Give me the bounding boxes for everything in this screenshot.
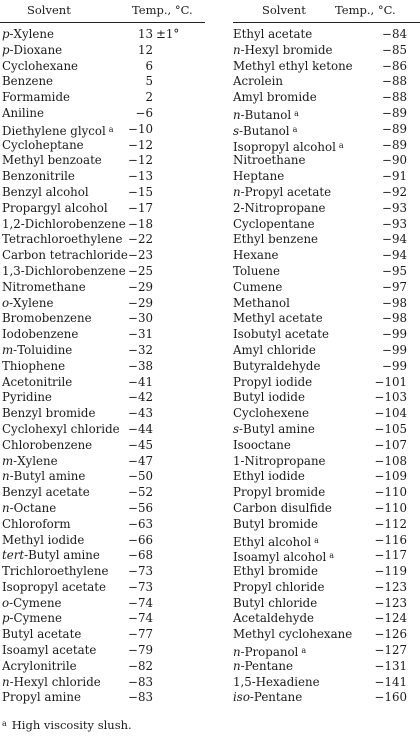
temperature-value: 5	[145, 74, 153, 89]
temperature-value: −47	[128, 453, 153, 468]
solvent-base-name: Ethyl iodide	[233, 469, 305, 484]
temperature-value: −42	[128, 390, 153, 405]
temperature-value: −94	[382, 232, 407, 247]
solvent-base-name: Cymene	[13, 595, 62, 610]
temperature-value: −110	[374, 500, 407, 515]
solvent-prefix: m-	[2, 453, 18, 468]
solvent-base-name: Methyl iodide	[2, 532, 85, 547]
temperature-value: −104	[374, 406, 407, 421]
temperature-value: −6	[135, 105, 153, 120]
solvent-base-name: Chloroform	[2, 516, 71, 531]
solvent-base-name: Propyl acetate	[244, 184, 332, 199]
temperature-value: 6	[145, 58, 153, 73]
temperature-value: −23	[128, 248, 153, 263]
solvent-prefix: n-	[233, 658, 245, 673]
table-row	[233, 232, 420, 248]
solvent-base-name: Trichloroethylene	[2, 564, 109, 579]
temperature-value: −84	[382, 27, 407, 41]
solvent-base-name: 1,5-Hexadiene	[233, 674, 320, 689]
temperature-value: −127	[374, 643, 407, 658]
solvent-base-name: Nitroethane	[233, 153, 306, 168]
footnote-marker: a	[292, 124, 298, 134]
temperature-value: −79	[128, 643, 153, 658]
table-row	[2, 596, 207, 612]
table-row	[233, 611, 420, 627]
table-row	[233, 690, 420, 706]
solvent-prefix: n-	[2, 469, 14, 484]
table-row	[233, 138, 420, 154]
temperature-value: −88	[382, 90, 407, 105]
temperature-value: −89	[382, 137, 407, 152]
table-row	[2, 311, 207, 327]
temperature-value: −97	[382, 279, 407, 294]
solvent-base-name: Butyl amine	[243, 421, 315, 436]
temperature-value: −103	[374, 390, 407, 405]
solvent-base-name: Xylene	[13, 295, 54, 310]
table-row	[233, 169, 420, 185]
table-row	[233, 90, 420, 106]
temperature-value: −18	[128, 216, 153, 231]
temperature-value: −52	[128, 485, 153, 500]
header-temp-right: Temp., °C.	[335, 3, 396, 17]
table-row	[233, 627, 420, 643]
table-row	[233, 469, 420, 485]
table-row	[2, 296, 207, 312]
table-row	[2, 122, 207, 138]
solvent-base-name: Propanol	[244, 645, 299, 660]
table-row	[233, 264, 420, 280]
table-row	[2, 643, 207, 659]
solvent-base-name: Chlorobenzene	[2, 437, 93, 452]
temperature-value: −43	[128, 406, 153, 421]
table-row	[233, 406, 420, 422]
temperature-value: −141	[374, 674, 407, 689]
temperature-value: −29	[128, 279, 153, 294]
table-row	[2, 217, 207, 233]
temperature-value: −50	[128, 469, 153, 484]
solvent-base-name: Propyl chloride	[233, 579, 325, 594]
solvent-base-name: Hexyl chloride	[13, 674, 101, 689]
table-row	[233, 106, 420, 122]
solvent-base-name: Propyl iodide	[233, 374, 313, 389]
solvent-base-name: Butyl amine	[28, 548, 100, 563]
solvent-base-name: Isopropyl acetate	[2, 579, 106, 594]
temperature-value: −124	[374, 611, 407, 626]
temperature-value: −99	[382, 342, 407, 357]
table-row	[2, 201, 207, 217]
temperature-value: −85	[382, 42, 407, 57]
table-row	[233, 359, 420, 375]
table-row	[233, 454, 420, 470]
solvent-base-name: Cycloheptane	[2, 137, 84, 152]
temperature-value: −110	[374, 485, 407, 500]
solvent-base-name: Cyclopentane	[233, 216, 315, 231]
solvent-base-name: Butyl amine	[13, 469, 86, 484]
solvent-base-name: 1,2-Dichlorobenzene	[2, 216, 126, 231]
table-row	[233, 59, 420, 75]
table-row	[2, 185, 207, 201]
table-row	[2, 280, 207, 296]
temperature-value: −74	[128, 611, 153, 626]
header-rule-left	[0, 22, 205, 23]
temperature-value: −92	[382, 184, 407, 199]
solvent-base-name: Thiophene	[2, 358, 66, 373]
solvent-prefix: p-	[2, 27, 14, 41]
table-row	[2, 27, 207, 43]
solvent-base-name: Benzyl alcohol	[2, 184, 89, 199]
temperature-value: −31	[128, 327, 153, 342]
solvent-base-name: Xylene	[13, 27, 54, 41]
solvent-base-name: Butanol	[244, 107, 292, 122]
temperature-value: −29	[128, 295, 153, 310]
temperature-value: −38	[128, 358, 153, 373]
temperature-value: −123	[374, 595, 407, 610]
temperature-value: −101	[374, 374, 407, 389]
temperature-value: −30	[128, 311, 153, 326]
table-row	[233, 217, 420, 233]
temperature-value: −73	[128, 564, 153, 579]
table-row	[2, 659, 207, 675]
table-row	[2, 438, 207, 454]
temperature-value: −94	[382, 248, 407, 263]
solvent-base-name: Nitromethane	[2, 279, 86, 294]
table-row	[233, 422, 420, 438]
footnote-marker: a	[301, 646, 307, 656]
solvent-base-name: Xylene	[17, 453, 58, 468]
solvent-base-name: Cymene	[13, 611, 62, 626]
temperature-value: −73	[128, 579, 153, 594]
solvent-base-name: Formamide	[2, 90, 70, 105]
table-row	[2, 580, 207, 596]
table-row	[233, 280, 420, 296]
table-row	[2, 264, 207, 280]
left-column	[2, 27, 207, 706]
solvent-base-name: 1-Nitropropane	[233, 453, 326, 468]
table-row	[233, 643, 420, 659]
temperature-value: −83	[128, 690, 153, 705]
solvent-base-name: Ethyl bromide	[233, 564, 318, 579]
solvent-base-name: Ethyl benzene	[233, 232, 319, 247]
solvent-base-name: Benzene	[2, 74, 54, 89]
table-row	[233, 375, 420, 391]
solvent-base-name: Amyl bromide	[233, 90, 317, 105]
solvent-base-name: 2-Nitropropane	[233, 200, 326, 215]
solvent-base-name: Carbon tetrachloride	[2, 248, 128, 263]
footnote-mark: a	[2, 719, 7, 728]
temperature-value: −41	[128, 374, 153, 389]
temperature-value: −99	[382, 358, 407, 373]
temperature-value: −119	[374, 564, 407, 579]
temperature-value: −74	[128, 595, 153, 610]
solvent-base-name: 1,3-Dichlorobenzene	[2, 263, 126, 278]
table-row	[233, 580, 420, 596]
table-row	[2, 59, 207, 75]
table-row	[233, 548, 420, 564]
table-row	[2, 106, 207, 122]
table-row	[2, 359, 207, 375]
table-row	[233, 675, 420, 691]
solvent-base-name: Butyl iodide	[233, 390, 305, 405]
table-row	[233, 248, 420, 264]
temperature-value: −116	[374, 532, 407, 547]
table-row	[233, 659, 420, 675]
temperature-value: −105	[374, 421, 407, 436]
temperature-value: −83	[128, 674, 153, 689]
temperature-value: −95	[382, 263, 407, 278]
solvent-base-name: Iodobenzene	[2, 327, 79, 342]
solvent-base-name: Carbon disulfide	[233, 500, 332, 515]
solvent-base-name: Octane	[13, 500, 57, 515]
solvent-base-name: Butanol	[243, 123, 290, 138]
solvent-base-name: Pentane	[253, 690, 303, 705]
table-row	[2, 375, 207, 391]
temperature-value: −98	[382, 295, 407, 310]
solvent-base-name: Methanol	[233, 295, 290, 310]
solvent-prefix: tert-	[2, 548, 29, 563]
solvent-prefix: p-	[2, 42, 14, 57]
temperature-value: −99	[382, 327, 407, 342]
temperature-value: −131	[374, 658, 407, 673]
table-row	[233, 327, 420, 343]
table-row	[2, 564, 207, 580]
table-row	[233, 153, 420, 169]
temperature-value: −68	[128, 548, 153, 563]
solvent-base-name: Cyclohexyl chloride	[2, 421, 120, 436]
solvent-base-name: Pyridine	[2, 390, 52, 405]
solvent-prefix: n-	[233, 184, 245, 199]
temperature-value: −25	[128, 263, 153, 278]
temperature-value: 2	[145, 90, 153, 105]
temperature-value: −82	[128, 658, 153, 673]
solvent-prefix: iso-	[233, 690, 254, 705]
temperature-value: −56	[128, 500, 153, 515]
table-row	[233, 201, 420, 217]
solvent-base-name: Ethyl acetate	[233, 27, 313, 41]
solvent-prefix: o-	[2, 295, 14, 310]
table-row	[2, 690, 207, 706]
solvent-base-name: Isopropyl alcohol	[233, 139, 336, 154]
solvent-base-name: Ethyl alcohol	[233, 534, 312, 549]
table-row	[233, 296, 420, 312]
solvent-prefix: s-	[233, 421, 244, 436]
table-row	[233, 74, 420, 90]
temperature-value: −112	[374, 516, 407, 531]
solvent-prefix: n-	[233, 42, 245, 57]
table-row	[233, 501, 420, 517]
temperature-value: −45	[128, 437, 153, 452]
solvent-base-name: Benzyl acetate	[2, 485, 90, 500]
footnote-text: High viscosity slush.	[11, 718, 132, 732]
solvent-base-name: Hexane	[233, 248, 279, 263]
table-row	[2, 153, 207, 169]
temperature-value: −12	[128, 153, 153, 168]
solvent-prefix: n-	[2, 674, 14, 689]
temperature-value: −77	[128, 627, 153, 642]
solvent-base-name: Butyraldehyde	[233, 358, 321, 373]
temperature-value: −90	[382, 153, 407, 168]
table-row	[2, 232, 207, 248]
solvent-base-name: Benzonitrile	[2, 169, 75, 184]
solvent-base-name: Butyl bromide	[233, 516, 318, 531]
table-row	[233, 311, 420, 327]
table-row	[233, 596, 420, 612]
solvent-base-name: Acrolein	[233, 74, 283, 89]
table-row	[2, 90, 207, 106]
table-row	[233, 564, 420, 580]
solvent-base-name: Cyclohexane	[2, 58, 79, 73]
solvent-base-name: Methyl benzoate	[2, 153, 102, 168]
temperature-value: −109	[374, 469, 407, 484]
table-row	[233, 343, 420, 359]
table-row	[2, 533, 207, 549]
solvent-base-name: Propyl bromide	[233, 485, 326, 500]
solvent-base-name: Toluidine	[17, 342, 73, 357]
table-row	[2, 548, 207, 564]
table-row	[2, 390, 207, 406]
solvent-base-name: Heptane	[233, 169, 285, 184]
solvent-base-name: Butyl acetate	[2, 627, 82, 642]
solvent-base-name: Aniline	[2, 105, 45, 120]
table-row	[2, 627, 207, 643]
temperature-value: −66	[128, 532, 153, 547]
solvent-base-name: Acrylonitrile	[2, 658, 77, 673]
table-row	[2, 327, 207, 343]
solvent-base-name: Acetonitrile	[2, 374, 73, 389]
table-row	[233, 390, 420, 406]
table-row	[2, 454, 207, 470]
solvent-base-name: Isobutyl acetate	[233, 327, 330, 342]
table-row	[2, 74, 207, 90]
table-row	[233, 122, 420, 138]
solvent-base-name: Bromobenzene	[2, 311, 92, 326]
table-row	[233, 438, 420, 454]
temperature-value: −86	[382, 58, 407, 73]
temperature-value: −93	[382, 200, 407, 215]
temperature-value: −160	[374, 690, 407, 705]
temperature-value: 12	[137, 42, 153, 57]
footnote-marker: a	[108, 124, 114, 134]
header-rule-right	[233, 22, 420, 23]
solvent-base-name: Hexyl bromide	[244, 42, 333, 57]
table-row	[2, 43, 207, 59]
solvent-base-name: Methyl ethyl ketone	[233, 58, 353, 73]
table-row	[2, 343, 207, 359]
table-row	[2, 406, 207, 422]
solvent-prefix: n-	[233, 107, 245, 122]
temperature-value: −22	[128, 232, 153, 247]
temperature-tolerance: ±1°	[156, 27, 180, 41]
table-row	[2, 248, 207, 264]
solvent-base-name: Propyl amine	[2, 690, 81, 705]
temperature-value: −15	[128, 184, 153, 199]
footnote-marker: a	[329, 551, 334, 561]
solvent-base-name: Benzyl bromide	[2, 406, 96, 421]
temperature-value: −93	[382, 216, 407, 231]
temperature-value: −107	[374, 437, 407, 452]
solvent-prefix: s-	[233, 123, 244, 138]
solvent-base-name: Isooctane	[233, 437, 291, 452]
solvent-prefix: o-	[2, 595, 14, 610]
header-temp-left: Temp., °C.	[132, 3, 193, 17]
solvent-base-name: Propargyl alcohol	[2, 200, 108, 215]
header-solvent-left: Solvent	[27, 3, 71, 17]
temperature-value: −10	[128, 121, 153, 136]
right-column	[233, 27, 420, 706]
solvent-prefix: p-	[2, 611, 14, 626]
solvent-prefix: m-	[2, 342, 18, 357]
header-solvent-right: Solvent	[262, 3, 306, 17]
table-row	[2, 517, 207, 533]
temperature-value: −117	[374, 548, 407, 563]
table-row	[233, 485, 420, 501]
table-row	[2, 675, 207, 691]
temperature-value: 13	[137, 27, 153, 41]
temperature-value: −63	[128, 516, 153, 531]
solvent-base-name: Dioxane	[13, 42, 63, 57]
solvent-base-name: Butyl chloride	[233, 595, 318, 610]
solvent-base-name: Diethylene glycol	[2, 123, 106, 138]
table-row	[2, 485, 207, 501]
footnote	[2, 718, 132, 732]
table-row	[2, 469, 207, 485]
table-row	[2, 611, 207, 627]
table-row	[2, 138, 207, 154]
temperature-value: −89	[382, 121, 407, 136]
footnote-marker: a	[294, 108, 299, 118]
solvent-prefix: n-	[233, 645, 245, 660]
temperature-value: −123	[374, 579, 407, 594]
footnote-marker: a	[314, 535, 319, 545]
table-row	[233, 533, 420, 549]
solvent-base-name: Isoamyl acetate	[2, 643, 97, 658]
solvent-base-name: Cumene	[233, 279, 283, 294]
table-row	[233, 517, 420, 533]
table-row	[233, 27, 420, 43]
solvent-base-name: Amyl chloride	[233, 342, 316, 357]
temperature-value: −32	[128, 342, 153, 357]
temperature-value: −108	[374, 453, 407, 468]
table-row	[2, 422, 207, 438]
solvent-base-name: Methyl cyclohexane	[233, 627, 353, 642]
table-row	[2, 501, 207, 517]
solvent-base-name: Methyl acetate	[233, 311, 323, 326]
solvent-base-name: Isoamyl alcohol	[233, 550, 327, 565]
temperature-value: −17	[128, 200, 153, 215]
temperature-value: −88	[382, 74, 407, 89]
temperature-value: −98	[382, 311, 407, 326]
table-row	[233, 185, 420, 201]
footnote-marker: a	[338, 140, 344, 150]
solvent-base-name: Tetrachloroethylene	[2, 232, 123, 247]
table-row	[2, 169, 207, 185]
solvent-prefix: n-	[2, 500, 14, 515]
temperature-value: −126	[374, 627, 407, 642]
solvent-base-name: Cyclohexene	[233, 406, 309, 421]
solvent-base-name: Acetaldehyde	[233, 611, 314, 626]
table-row	[233, 43, 420, 59]
solvent-base-name: Pentane	[244, 658, 293, 673]
temperature-value: −12	[128, 137, 153, 152]
temperature-value: −89	[382, 105, 407, 120]
solvent-base-name: Toluene	[233, 263, 280, 278]
temperature-value: −91	[382, 169, 407, 184]
temperature-value: −44	[128, 421, 153, 436]
temperature-value: −13	[128, 169, 153, 184]
